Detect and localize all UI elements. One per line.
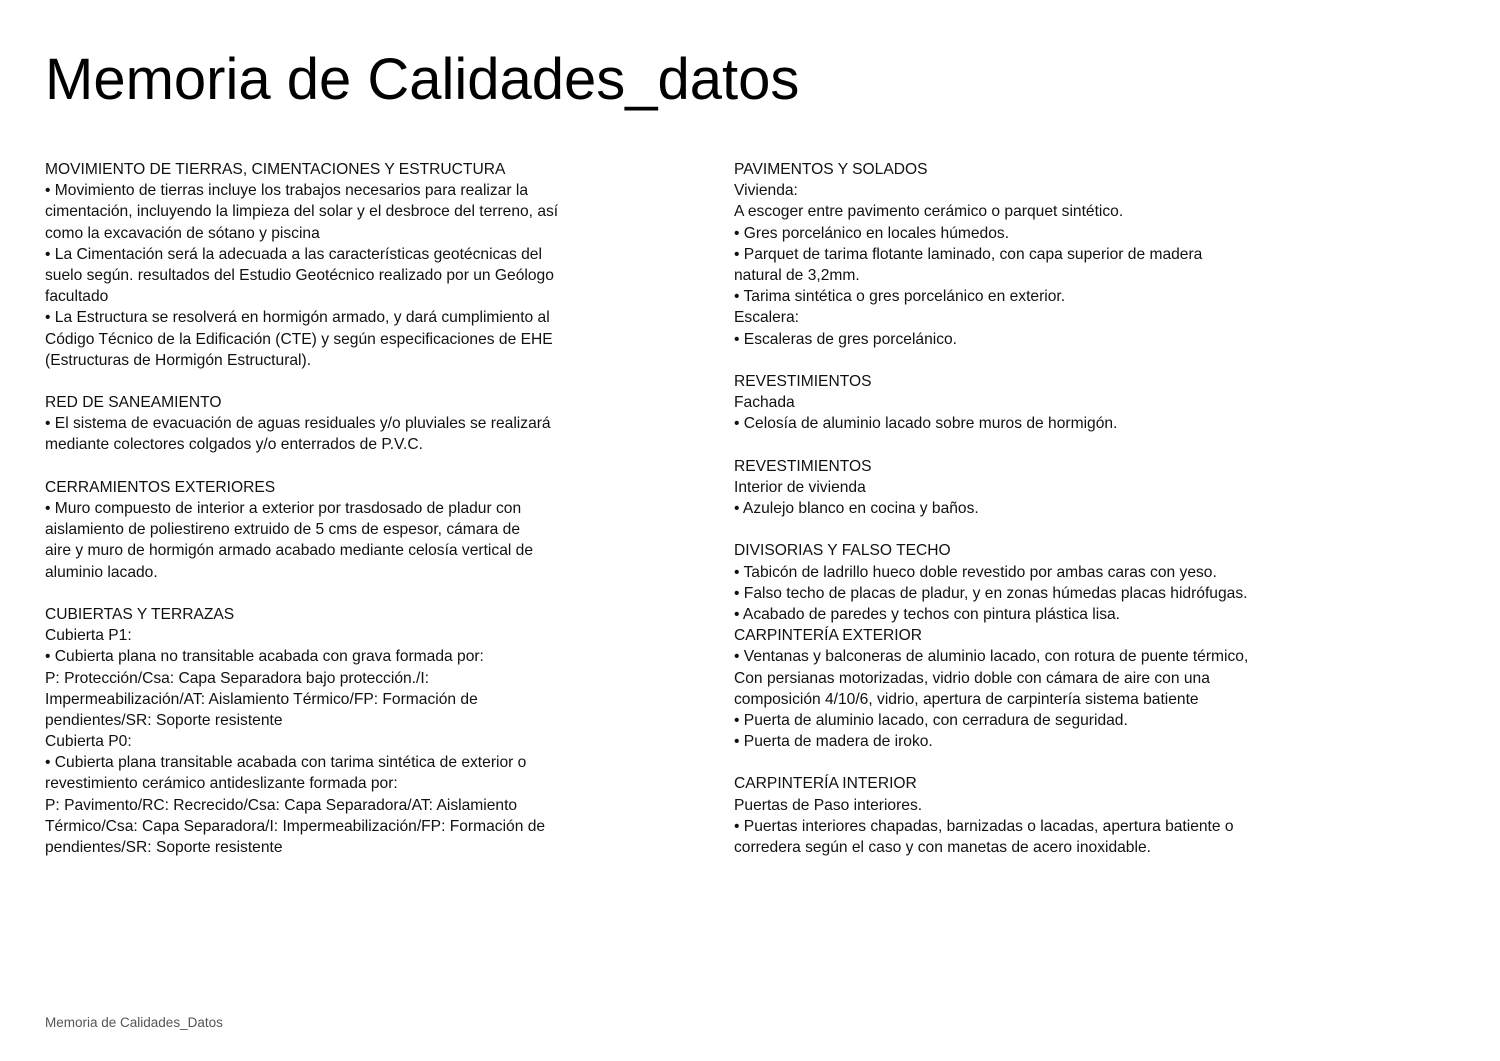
text-line: REVESTIMIENTOS [734, 457, 872, 475]
text-line: • Cubierta plana transitable acabada con tarima sintética de exterior o [45, 754, 527, 772]
text-line [734, 519, 1294, 540]
text-line: Cubierta P1: [45, 627, 132, 645]
text-line: suelo según. resultados del Estudio Geotécnico realizado por un Geólogo [45, 266, 554, 284]
text-line: CUBIERTAS Y TERRAZAS [45, 605, 235, 623]
text-line: • Azulejo blanco en cocina y baños. [734, 500, 979, 517]
page-footer: Memoria de Calidades_Datos [45, 1015, 223, 1030]
right-column [734, 159, 1294, 858]
text-line: • Puerta de aluminio lacado, con cerradura de seguridad. [734, 711, 1128, 729]
text-line: • Muro compuesto de interior a exterior por trasdosado de pladur con [45, 500, 522, 517]
text-line: • Cubierta plana no transitable acabada con grava formada por: [45, 648, 484, 666]
text-line [45, 371, 605, 392]
text-line: Térmico/Csa: Capa Separadora/I: Impermeabilización/FP: Formación de [45, 817, 546, 835]
text-line: • Puerta de madera de iroko. [734, 733, 933, 751]
text-line: Impermeabilización/AT: Aislamiento Térmico/FP: Formación de [45, 690, 478, 708]
text-line: composición 4/10/6, vidrio, apertura de carpintería sistema batiente [734, 690, 1199, 708]
text-line: aislamiento de poliestireno extruido de 5 cms de espesor, cámara de [45, 521, 521, 539]
text-line [45, 583, 605, 604]
text-line: revestimiento cerámico antideslizante formada por: [45, 775, 398, 793]
text-line: CARPINTERÍA INTERIOR [734, 775, 917, 793]
text-line: RED DE SANEAMIENTO [45, 394, 222, 412]
left-column [45, 159, 605, 858]
text-line: DIVISORIAS Y FALSO TECHO [734, 542, 951, 560]
text-line [45, 456, 605, 477]
text-line: Fachada [734, 394, 795, 412]
text-line: facultado [45, 288, 109, 306]
text-line: Vivienda: [734, 182, 798, 200]
text-line: P: Pavimento/RC: Recrecido/Csa: Capa Separadora/AT: Aislamiento [45, 796, 518, 814]
text-line: Interior de vivienda [734, 478, 866, 496]
text-line: • Tabicón de ladrillo hueco doble revestido por ambas caras con yeso. [734, 563, 1217, 581]
text-line: natural de 3,2mm. [734, 266, 860, 284]
page-title: Memoria de Calidades_datos [45, 47, 800, 112]
text-line: (Estructuras de Hormigón Estructural). [45, 351, 312, 369]
text-line: P: Protección/Csa: Capa Separadora bajo protección./I: [45, 669, 429, 687]
text-line: REVESTIMIENTOS [734, 372, 872, 390]
text-line: como la excavación de sótano y piscina [45, 224, 320, 242]
text-line [734, 434, 1294, 455]
text-line: • El sistema de evacuación de aguas residuales y/o pluviales se realizará [45, 415, 551, 433]
text-line: cimentación, incluyendo la limpieza del solar y el desbroce del terreno, así [45, 203, 559, 221]
text-line: • La Estructura se resolverá en hormigón armado, y dará cumplimiento al [45, 309, 550, 327]
text-line: CARPINTERÍA EXTERIOR [734, 627, 923, 645]
text-line [734, 350, 1294, 371]
text-line: corredera según el caso y con manetas de acero inoxidable. [734, 839, 1151, 856]
text-line: aire y muro de hormigón armado acabado mediante celosía vertical de [45, 542, 534, 560]
text-line: • Acabado de paredes y techos con pintura plástica lisa. [734, 605, 1121, 623]
text-line: aluminio lacado. [45, 563, 158, 581]
text-line: • Tarima sintética o gres porcelánico en exterior. [734, 288, 1066, 306]
text-line [734, 752, 1294, 773]
text-line: Código Técnico de la Edificación (CTE) y según especificaciones de EHE [45, 330, 553, 348]
text-line: • Movimiento de tierras incluye los trabajos necesarios para realizar la [45, 182, 529, 200]
text-line: • Falso techo de placas de pladur, y en zonas húmedas placas hidrófugas. [734, 584, 1248, 602]
text-line: A escoger entre pavimento cerámico o parquet sintético. [734, 203, 1124, 221]
text-line: Puertas de Paso interiores. [734, 796, 923, 814]
text-line: • Puertas interiores chapadas, barnizadas o lacadas, apertura batiente o [734, 817, 1234, 835]
text-line: pendientes/SR: Soporte resistente [45, 711, 283, 729]
text-line: Con persianas motorizadas, vidrio doble con cámara de aire con una [734, 669, 1210, 687]
text-line: PAVIMENTOS Y SOLADOS [734, 161, 928, 178]
text-line: • Parquet de tarima flotante laminado, con capa superior de madera [734, 245, 1203, 263]
text-line: mediante colectores colgados y/o enterrados de P.V.C. [45, 436, 423, 454]
text-line: Cubierta P0: [45, 733, 132, 751]
text-line: • Gres porcelánico en locales húmedos. [734, 224, 1010, 242]
text-line: MOVIMIENTO DE TIERRAS, CIMENTACIONES Y ESTRUCTURA [45, 161, 506, 178]
text-line: • La Cimentación será la adecuada a las características geotécnicas del [45, 245, 542, 263]
text-line: • Celosía de aluminio lacado sobre muros de hormigón. [734, 415, 1118, 433]
text-line: • Ventanas y balconeras de aluminio lacado, con rotura de puente térmico, [734, 648, 1249, 666]
text-line: CERRAMIENTOS EXTERIORES [45, 478, 276, 496]
text-line: pendientes/SR: Soporte resistente [45, 839, 283, 856]
text-line: • Escaleras de gres porcelánico. [734, 330, 958, 348]
text-line: Escalera: [734, 309, 800, 327]
